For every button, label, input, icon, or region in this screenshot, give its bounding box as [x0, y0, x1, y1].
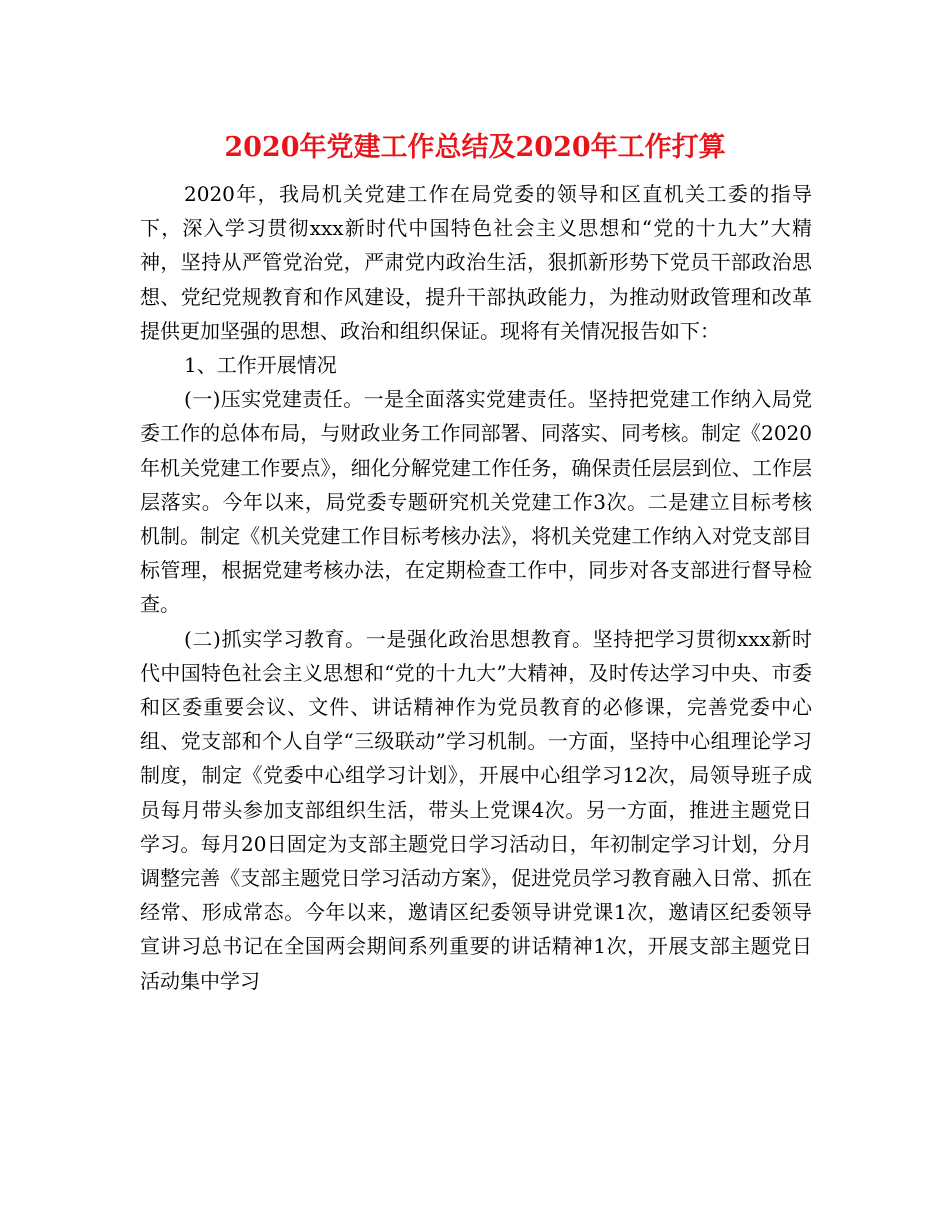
intro-paragraph: 2020年，我局机关党建工作在局党委的领导和区直机关工委的指导下，深入学习贯彻xxx新时代中国特色社会主义思想和“党的十九大”大精神，坚持从严管党治党，严肃党内政治生活，狠抓新形势下党员干部政治思想、党纪党规教育和作风建设，提升干部执政能力，为推动财政管理和改革提供更加坚强的思想、政治和组织保证。现将有关情况报告如下：	[140, 182, 812, 343]
paragraph-party-responsibility: (一)压实党建责任。一是全面落实党建责任。坚持把党建工作纳入局党委工作的总体布局，与财政业务工作同部署、同落实、同考核。制定《2020年机关党建工作要点》，细化分解党建工作任务，确保责任层层到位、工作层层落实。今年以来，局党委专题研究机关党建工作3次。二是建立目标考核机制。制定《机关党建工作目标考核办法》，将机关党建工作纳入对党支部目标管理，根据党建考核办法，在定期检查工作中，同步对各支部进行督导检查。	[140, 387, 812, 617]
document-body	[140, 177, 812, 998]
document-title: 2020年党建工作总结及2020年工作打算	[224, 132, 726, 163]
paragraph-study-education: (二)抓实学习教育。一是强化政治思想教育。坚持把学习贯彻xxx新时代中国特色社会主义思想和“党的十九大”大精神，及时传达学习中央、市委和区委重要会议、文件、讲话精神作为党员教育的必修课，完善党委中心组、党支部和个人自学“三级联动”学习机制。一方面，坚持中心组理论学习制度，制定《党委中心组学习计划》，开展中心组学习12次，局领导班子成员每月带头参加支部组织生活，带头上党课4次。另一方面，推进主题党日学习。每月20日固定为支部主题党日学习活动日，年初制定学习计划，分月调整完善《支部主题党日学习活动方案》，促进党员学习教育融入日常、抓在经常、形成常态。今年以来，邀请区纪委领导讲党课1次，邀请区纪委领导宣讲习总书记在全国两会期间系列重要的讲话精神1次，开展支部主题党日活动集中学习	[140, 626, 812, 993]
section-heading-work-progress: 1、工作开展情况	[184, 353, 337, 378]
